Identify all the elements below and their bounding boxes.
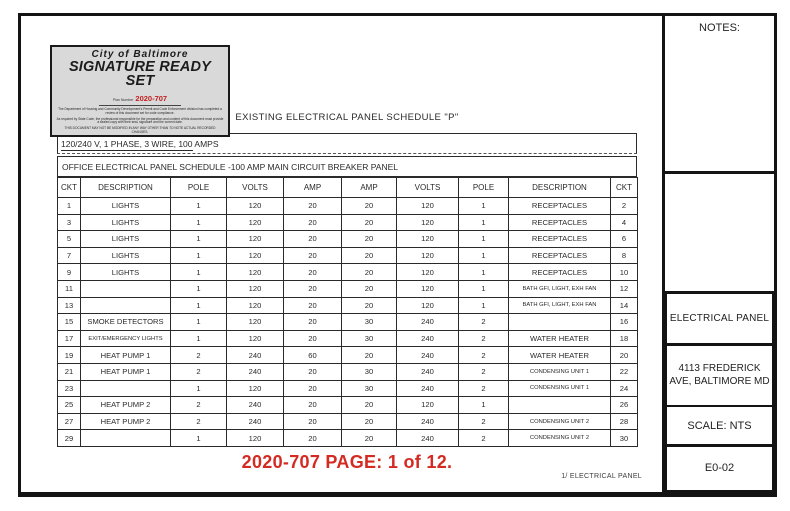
table-cell: SMOKE DETECTORS bbox=[81, 314, 171, 331]
table-cell: 1 bbox=[459, 264, 509, 281]
table-cell: 13 bbox=[58, 297, 81, 314]
table-cell: 29 bbox=[58, 430, 81, 447]
table-cell bbox=[81, 297, 171, 314]
stamp-fine-print-line: As required by State Code, the professional responsible for the preparation and content of this document must provide a sealed copy with their seal, signature and the current date. bbox=[56, 116, 224, 125]
table-cell: 240 bbox=[227, 347, 284, 364]
table-cell: 2 bbox=[459, 363, 509, 380]
table-row bbox=[58, 347, 638, 364]
table-cell: 16 bbox=[611, 314, 638, 331]
table-cell: 2 bbox=[459, 413, 509, 430]
stamp-fine-print-line: THIS DOCUMENT MAY NOT BE MODIFIED IN ANY WAY OTHER THAN TO NOTE ACTUAL RECORDED CHANGES. bbox=[64, 126, 216, 134]
table-cell: 1 bbox=[171, 198, 227, 215]
table-row bbox=[58, 264, 638, 281]
table-cell: 1 bbox=[171, 231, 227, 248]
table-cell: 27 bbox=[58, 413, 81, 430]
table-cell: 2 bbox=[459, 430, 509, 447]
col-header-ckt-left: CKT bbox=[58, 178, 81, 198]
table-cell: 240 bbox=[227, 397, 284, 414]
table-cell: HEAT PUMP 1 bbox=[81, 347, 171, 364]
stamp-title: SIGNATURE READY SET bbox=[68, 59, 212, 89]
table-cell: 2 bbox=[459, 347, 509, 364]
table-cell: 20 bbox=[284, 314, 342, 331]
table-cell: 8 bbox=[611, 247, 638, 264]
panel-rating-units: AMPS bbox=[192, 139, 219, 149]
table-cell: 20 bbox=[342, 413, 397, 430]
col-header-amp-right: AMP bbox=[342, 178, 397, 198]
panel-schedule-table bbox=[57, 177, 638, 447]
table-cell: CONDENSING UNIT 2 bbox=[509, 430, 611, 447]
table-cell: 18 bbox=[611, 330, 638, 347]
stamp-plan-number-value: 2020-707 bbox=[135, 94, 168, 103]
signature-ready-stamp bbox=[50, 45, 230, 137]
table-cell: 120 bbox=[227, 314, 284, 331]
table-cell: 25 bbox=[58, 397, 81, 414]
page-title: EXISTING ELECTRICAL PANEL SCHEDULE "P" bbox=[235, 112, 459, 123]
table-cell: 120 bbox=[227, 214, 284, 231]
stamp-plan-number-label: Plan Number bbox=[112, 98, 134, 102]
table-row bbox=[58, 214, 638, 231]
table-cell: 11 bbox=[58, 280, 81, 297]
stamp-plan-number bbox=[99, 95, 181, 106]
table-cell: 1 bbox=[459, 231, 509, 248]
table-cell: 240 bbox=[397, 330, 459, 347]
col-header-volts-left: VOLTS bbox=[227, 178, 284, 198]
table-cell: 23 bbox=[58, 380, 81, 397]
table-cell: 120 bbox=[227, 330, 284, 347]
table-row bbox=[58, 430, 638, 447]
table-cell bbox=[509, 314, 611, 331]
table-cell: 20 bbox=[284, 214, 342, 231]
table-cell: 120 bbox=[227, 297, 284, 314]
table-cell: 120 bbox=[397, 198, 459, 215]
table-cell: 1 bbox=[459, 247, 509, 264]
table-row bbox=[58, 231, 638, 248]
table-cell: 20 bbox=[342, 430, 397, 447]
table-cell: 7 bbox=[58, 247, 81, 264]
table-cell: CONDENSING UNIT 1 bbox=[509, 363, 611, 380]
table-cell: 17 bbox=[58, 330, 81, 347]
table-cell: HEAT PUMP 2 bbox=[81, 397, 171, 414]
scale-box: SCALE: NTS bbox=[665, 405, 774, 447]
table-row bbox=[58, 280, 638, 297]
table-cell: RECEPTACLES bbox=[509, 198, 611, 215]
table-cell: EXIT/EMERGENCY LIGHTS bbox=[81, 330, 171, 347]
sheet-border bbox=[18, 13, 777, 497]
table-cell: 120 bbox=[397, 231, 459, 248]
table-cell: 2 bbox=[459, 330, 509, 347]
table-cell: 2 bbox=[459, 314, 509, 331]
panel-table-body bbox=[58, 198, 638, 447]
table-cell: 1 bbox=[171, 330, 227, 347]
stamp-fine-print bbox=[56, 108, 224, 137]
table-cell: 24 bbox=[611, 380, 638, 397]
table-row bbox=[58, 330, 638, 347]
table-cell: 19 bbox=[58, 347, 81, 364]
table-cell: 120 bbox=[397, 280, 459, 297]
table-cell: 21 bbox=[58, 363, 81, 380]
sheet-number-box: E0-02 bbox=[665, 444, 774, 492]
col-header-description-right: DESCRIPTION bbox=[509, 178, 611, 198]
table-cell: 12 bbox=[611, 280, 638, 297]
table-cell: 3 bbox=[58, 214, 81, 231]
table-cell: 1 bbox=[459, 280, 509, 297]
table-cell: 240 bbox=[397, 413, 459, 430]
table-cell: 1 bbox=[459, 297, 509, 314]
table-row bbox=[58, 363, 638, 380]
table-cell: 240 bbox=[397, 347, 459, 364]
table-cell: 1 bbox=[171, 297, 227, 314]
table-cell: 20 bbox=[284, 330, 342, 347]
table-cell: 15 bbox=[58, 314, 81, 331]
table-cell: 14 bbox=[611, 297, 638, 314]
table-cell: 2 bbox=[171, 397, 227, 414]
table-cell: 20 bbox=[284, 231, 342, 248]
table-cell: 240 bbox=[397, 380, 459, 397]
table-cell: 9 bbox=[58, 264, 81, 281]
table-cell: 240 bbox=[397, 363, 459, 380]
table-cell: 10 bbox=[611, 264, 638, 281]
table-cell: WATER HEATER bbox=[509, 347, 611, 364]
table-row bbox=[58, 198, 638, 215]
table-cell: HEAT PUMP 2 bbox=[81, 413, 171, 430]
table-cell: 20 bbox=[342, 280, 397, 297]
table-cell: 120 bbox=[227, 430, 284, 447]
table-cell: RECEPTACLES bbox=[509, 264, 611, 281]
table-cell: 1 bbox=[171, 214, 227, 231]
table-cell: 120 bbox=[397, 264, 459, 281]
table-cell: LIGHTS bbox=[81, 231, 171, 248]
table-cell: 1 bbox=[171, 264, 227, 281]
table-cell: 20 bbox=[284, 280, 342, 297]
table-cell: 4 bbox=[611, 214, 638, 231]
table-cell: BATH GFI, LIGHT, EXH FAN bbox=[509, 280, 611, 297]
table-cell: 1 bbox=[171, 380, 227, 397]
table-row bbox=[58, 314, 638, 331]
table-cell: 30 bbox=[342, 314, 397, 331]
title-block-sidebar bbox=[662, 16, 774, 492]
table-cell: 20 bbox=[284, 264, 342, 281]
drawing-title-box: ELECTRICAL PANEL bbox=[665, 292, 774, 346]
table-cell: 120 bbox=[227, 264, 284, 281]
table-cell: 2 bbox=[171, 363, 227, 380]
table-cell: 120 bbox=[227, 231, 284, 248]
stamp-fine-print-line: The Department of Housing and Community Development's Permit and Code Enforcement division has completed a review of this document set for code compliance. bbox=[58, 107, 222, 115]
table-cell: 20 bbox=[284, 297, 342, 314]
table-cell: LIGHTS bbox=[81, 264, 171, 281]
table-cell bbox=[81, 280, 171, 297]
table-cell: 30 bbox=[611, 430, 638, 447]
table-cell: 20 bbox=[342, 231, 397, 248]
table-cell: 20 bbox=[284, 397, 342, 414]
project-address-box bbox=[665, 343, 774, 407]
table-cell: 120 bbox=[227, 247, 284, 264]
table-cell: 120 bbox=[397, 247, 459, 264]
table-cell: 240 bbox=[227, 413, 284, 430]
table-cell: 60 bbox=[284, 347, 342, 364]
table-cell: 20 bbox=[284, 198, 342, 215]
table-cell: 20 bbox=[611, 347, 638, 364]
table-row bbox=[58, 380, 638, 397]
page-number-text: 2020-707 PAGE: 1 of 12. bbox=[241, 452, 453, 472]
notes-label: NOTES: bbox=[699, 22, 740, 34]
table-cell: 20 bbox=[342, 297, 397, 314]
table-cell: 20 bbox=[284, 430, 342, 447]
table-cell: 20 bbox=[342, 397, 397, 414]
table-cell: 1 bbox=[459, 214, 509, 231]
table-cell bbox=[81, 380, 171, 397]
table-row bbox=[58, 397, 638, 414]
col-header-pole-right: POLE bbox=[459, 178, 509, 198]
table-cell: WATER HEATER bbox=[509, 330, 611, 347]
table-cell: RECEPTACLES bbox=[509, 214, 611, 231]
address-line-1: 4113 FREDERICK bbox=[678, 363, 761, 374]
table-cell: 20 bbox=[342, 264, 397, 281]
table-cell: 2 bbox=[611, 198, 638, 215]
table-cell: 20 bbox=[284, 413, 342, 430]
table-cell: 120 bbox=[397, 297, 459, 314]
panel-subtitle-box: OFFICE ELECTRICAL PANEL SCHEDULE -100 AMP MAIN CIRCUIT BREAKER PANEL bbox=[57, 156, 637, 177]
table-cell: 2 bbox=[459, 380, 509, 397]
table-cell: 20 bbox=[342, 347, 397, 364]
table-row bbox=[58, 297, 638, 314]
empty-section bbox=[665, 174, 774, 294]
drawing-reference-text: 1/ ELECTRICAL PANEL bbox=[561, 473, 642, 480]
table-cell: 1 bbox=[171, 430, 227, 447]
table-cell: 20 bbox=[342, 247, 397, 264]
table-cell: 1 bbox=[459, 397, 509, 414]
table-cell: 30 bbox=[342, 330, 397, 347]
table-cell: 30 bbox=[342, 363, 397, 380]
table-cell: BATH GFI, LIGHT, EXH FAN bbox=[509, 297, 611, 314]
table-cell: 1 bbox=[459, 198, 509, 215]
table-cell bbox=[81, 430, 171, 447]
table-cell: 240 bbox=[397, 430, 459, 447]
table-header-row bbox=[58, 178, 638, 198]
col-header-volts-right: VOLTS bbox=[397, 178, 459, 198]
table-cell: 1 bbox=[171, 314, 227, 331]
address-line-2: AVE, BALTIMORE MD bbox=[669, 376, 770, 387]
table-cell: HEAT PUMP 1 bbox=[81, 363, 171, 380]
col-header-pole-left: POLE bbox=[171, 178, 227, 198]
table-cell: 30 bbox=[342, 380, 397, 397]
table-cell: RECEPTACLES bbox=[509, 231, 611, 248]
table-cell: 2 bbox=[171, 413, 227, 430]
table-cell: LIGHTS bbox=[81, 214, 171, 231]
table-row bbox=[58, 413, 638, 430]
table-cell: 1 bbox=[58, 198, 81, 215]
notes-section bbox=[665, 16, 774, 174]
table-cell: RECEPTACLES bbox=[509, 247, 611, 264]
table-cell: 20 bbox=[284, 380, 342, 397]
table-cell: 240 bbox=[397, 314, 459, 331]
table-cell: LIGHTS bbox=[81, 247, 171, 264]
table-cell: 6 bbox=[611, 231, 638, 248]
table-cell: 120 bbox=[227, 380, 284, 397]
col-header-ckt-right: CKT bbox=[611, 178, 638, 198]
panel-schedule-table-wrap bbox=[57, 177, 637, 447]
col-header-amp-left: AMP bbox=[284, 178, 342, 198]
table-cell: 28 bbox=[611, 413, 638, 430]
table-cell: 2 bbox=[171, 347, 227, 364]
panel-rating-text: 120/240 V, 1 PHASE, 3 WIRE, 100 bbox=[61, 139, 193, 149]
table-cell: LIGHTS bbox=[81, 198, 171, 215]
table-cell bbox=[509, 397, 611, 414]
table-cell: 22 bbox=[611, 363, 638, 380]
table-cell: CONDENSING UNIT 2 bbox=[509, 413, 611, 430]
table-cell: 20 bbox=[284, 247, 342, 264]
table-cell: 120 bbox=[227, 280, 284, 297]
table-cell: 120 bbox=[227, 198, 284, 215]
table-cell: 1 bbox=[171, 247, 227, 264]
table-cell: 120 bbox=[397, 214, 459, 231]
stamp-city-title: City of Baltimore bbox=[91, 49, 189, 60]
table-cell: 20 bbox=[342, 214, 397, 231]
table-cell: 26 bbox=[611, 397, 638, 414]
table-cell: 1 bbox=[171, 280, 227, 297]
table-row bbox=[58, 247, 638, 264]
table-cell: 240 bbox=[227, 363, 284, 380]
table-cell: 5 bbox=[58, 231, 81, 248]
table-cell: CONDENSING UNIT 1 bbox=[509, 380, 611, 397]
table-cell: 20 bbox=[284, 363, 342, 380]
table-cell: 20 bbox=[342, 198, 397, 215]
table-cell: 120 bbox=[397, 397, 459, 414]
col-header-description-left: DESCRIPTION bbox=[81, 178, 171, 198]
